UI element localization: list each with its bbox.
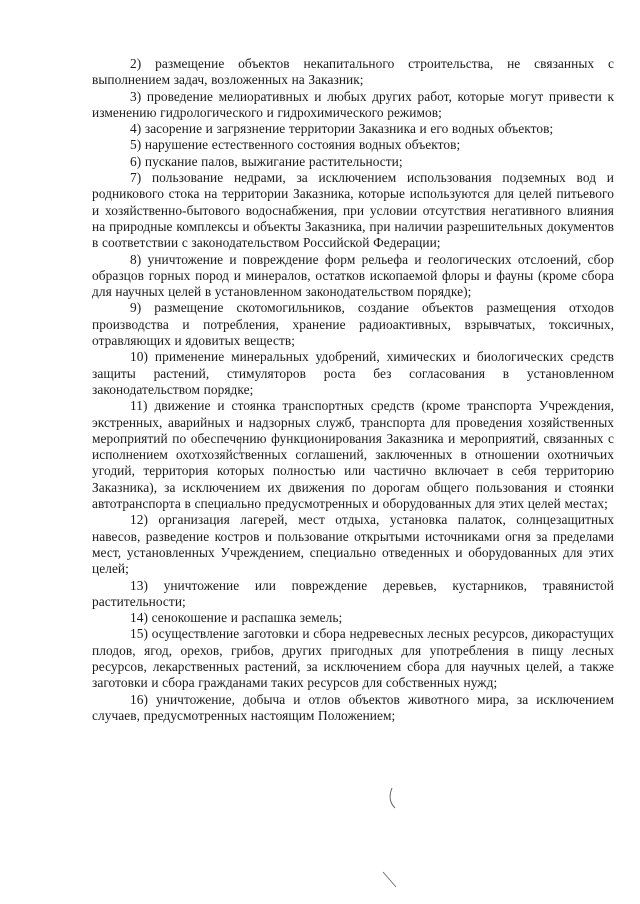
list-item: 5) нарушение естественного состояния водных объектов; [130,137,461,153]
document-body [92,56,614,724]
list-item: 2) размещение объектов некапитального строительства, не связанных с выполнением задач, возложенных на Заказник; [92,56,614,88]
list-item: 3) проведение мелиоративных и любых других работ, которые могут привести к изменению гидрологического и гидрохимического режимов; [92,88,614,120]
list-item: 9) размещение скотомогильников, создание объектов размещения отходов производства и потребления, хранение радиоактивных, взрывчатых, токсичных, отравляющих и ядовитых веществ; [92,300,614,349]
list-item: 14) сенокошение и распашка земель; [130,610,343,626]
list-item: 11) движение и стоянка транспортных средств (кроме транспорта Учреждения, экстренных, аварийных и надзорных служб, транспорта для проведения хозяйственных мероприятий по обеспечению функционирования Заказника и мероприятий, связанных с исполнением охотхозяйственных соглашений, заключенных в отношении охотничьих угодий, территория которых полностью или частично включает в себя территорию Заказника), за исключением их движения по дорогам общего пользования и стоянки автотранспорта в специально предусмотренных и оборудованных для этих целей местах; [92,398,614,512]
list-item: 6) пускание палов, выжигание растительности; [130,153,403,169]
list-item: 10) применение минеральных удобрений, химических и биологических средств защиты растений, стимуляторов роста без согласования в установленном законодательством порядке; [92,349,614,397]
list-item: 8) уничтожение и повреждение форм рельефа и геологических отслоений, сбор образцов горных пород и минералов, остатков ископаемой флоры и фауны (кроме сбора для научных целей в установленном законодательством порядке); [92,251,614,300]
list-item: 13) уничтожение или повреждение деревьев, кустарников, травянистой растительности; [92,577,614,609]
list-item: 12) организация лагерей, мест отдыха, установка палаток, солнцезащитных навесов, разведение костров и пользование открытыми источниками огня за пределами мест, установленных Учреждением, специально отведенных и оборудованных для этих целей; [92,512,614,577]
list-item: 7) пользование недрами, за исключением использования подземных вод и родникового стока на территории Заказника, которые используются для целей питьевого и хозяйственно-бытового водоснабжения, при условии отсутствия негативного влияния на природные комплексы и объекты Заказника, при наличии разрешительных документов в соответствии с законодательством Российской Федерации; [92,170,614,251]
list-item: 16) уничтожение, добыча и отлов объектов животного мира, за исключением случаев, предусмотренных настоящим Положением; [92,691,614,723]
list-item: 4) засорение и загрязнение территории Заказника и его водных объектов; [130,121,554,137]
scan-mark [374,786,414,890]
list-item: 15) осуществление заготовки и сбора недревесных лесных ресурсов, дикорастущих плодов, ягод, орехов, грибов, других пригодных для употребления в пищу лесных ресурсов, лекарственных растений, за исключением сбора для научных целей, а также заготовки и сбора гражданами таких ресурсов для собственных нужд; [92,626,614,691]
